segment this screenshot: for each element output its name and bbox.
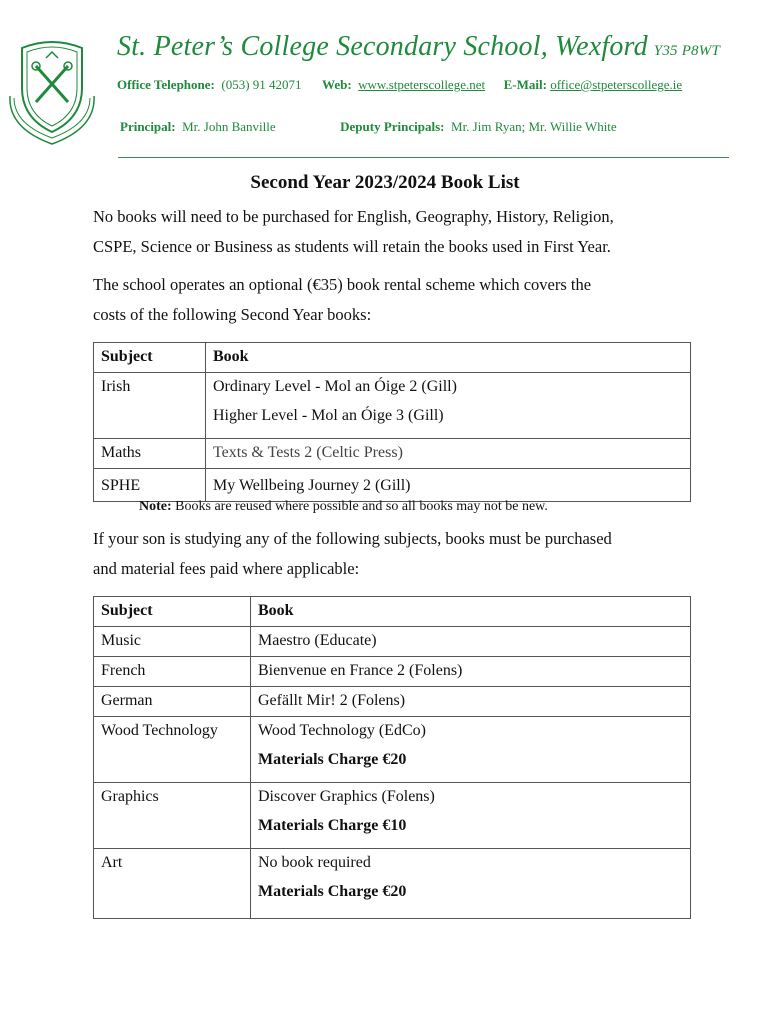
school-name [117, 31, 720, 63]
column-header-subject: Subject [94, 597, 251, 627]
book-title: No book required [258, 854, 371, 871]
table-row [94, 687, 691, 717]
subject-cell: German [94, 687, 251, 717]
book-title: Wood Technology (EdCo) [258, 722, 426, 739]
table-row [94, 849, 691, 919]
book-cell [251, 783, 691, 849]
rental-line: costs of the following Second Year books: [93, 304, 372, 324]
subject-cell: Wood Technology [94, 717, 251, 783]
document-title: Second Year 2023/2024 Book List [250, 172, 520, 193]
deputy-names: Mr. Jim Ryan; Mr. Willie White [451, 119, 617, 134]
principal-name: Mr. John Banville [182, 119, 276, 134]
web-label: Web: [322, 77, 352, 92]
subject-cell: Irish [94, 373, 206, 439]
purchase-line: and material fees paid where applicable: [93, 558, 360, 578]
intro-paragraph [93, 202, 693, 261]
email-label: E-Mail: [503, 77, 547, 92]
intro-line: CSPE, Science or Business as students will retain the books used in First Year. [93, 236, 611, 256]
contact-line [117, 77, 682, 93]
book-cell: Bienvenue en France 2 (Folens) [251, 657, 691, 687]
school-crest-icon [6, 36, 98, 148]
rental-book-table [93, 342, 691, 502]
column-header-book: Book [251, 597, 691, 627]
table-row [94, 657, 691, 687]
principal-label: Principal: [120, 119, 176, 134]
phone-label: Office Telephone: [117, 77, 215, 92]
reuse-note [139, 499, 548, 515]
book-cell [206, 373, 691, 439]
intro-line: No books will need to be purchased for English, Geography, History, Religion, [93, 207, 614, 226]
book-cell [251, 717, 691, 783]
table-row [94, 627, 691, 657]
materials-charge: Materials Charge €20 [258, 883, 407, 900]
subject-cell: Graphics [94, 783, 251, 849]
book-title: Discover Graphics (Folens) [258, 788, 435, 805]
book-line: Ordinary Level - Mol an Óige 2 (Gill) [213, 378, 457, 395]
header-divider [118, 157, 729, 158]
purchase-line: If your son is studying any of the following subjects, books must be purchased [93, 529, 612, 548]
table-header-row [94, 597, 691, 627]
materials-charge: Materials Charge €10 [258, 817, 407, 834]
book-cell: Gefällt Mir! 2 (Folens) [251, 687, 691, 717]
subject-cell: SPHE [94, 469, 206, 502]
email-link[interactable]: office@stpeterscollege.ie [550, 77, 683, 92]
rental-line: The school operates an optional (€35) book rental scheme which covers the [93, 275, 592, 294]
subject-cell: French [94, 657, 251, 687]
table-row [94, 373, 691, 439]
deputy-label: Deputy Principals: [340, 119, 445, 134]
book-cell: Texts & Tests 2 (Celtic Press) [206, 439, 691, 469]
book-line: Higher Level - Mol an Óige 3 (Gill) [213, 407, 444, 424]
staff-line [120, 119, 617, 135]
book-cell [251, 849, 691, 919]
column-header-subject: Subject [94, 343, 206, 373]
column-header-book: Book [206, 343, 691, 373]
school-name-text: St. Peter’s College Secondary School, Wexford [117, 31, 648, 62]
subject-cell: Art [94, 849, 251, 919]
phone-number: (053) 91 42071 [221, 77, 302, 92]
purchase-book-table [93, 596, 691, 919]
purchase-paragraph [93, 524, 693, 583]
table-row [94, 783, 691, 849]
website-link[interactable]: www.stpeterscollege.net [358, 77, 486, 92]
rental-paragraph [93, 270, 693, 329]
note-label: Note: [139, 499, 172, 514]
book-cell: Maestro (Educate) [251, 627, 691, 657]
table-row [94, 439, 691, 469]
materials-charge: Materials Charge €20 [258, 751, 407, 768]
note-text: Books are reused where possible and so all books may not be new. [175, 499, 548, 514]
book-cell: My Wellbeing Journey 2 (Gill) [206, 469, 691, 502]
subject-cell: Music [94, 627, 251, 657]
eircode: Y35 P8WT [653, 43, 720, 59]
table-row [94, 717, 691, 783]
table-row [94, 469, 691, 502]
table-header-row [94, 343, 691, 373]
subject-cell: Maths [94, 439, 206, 469]
